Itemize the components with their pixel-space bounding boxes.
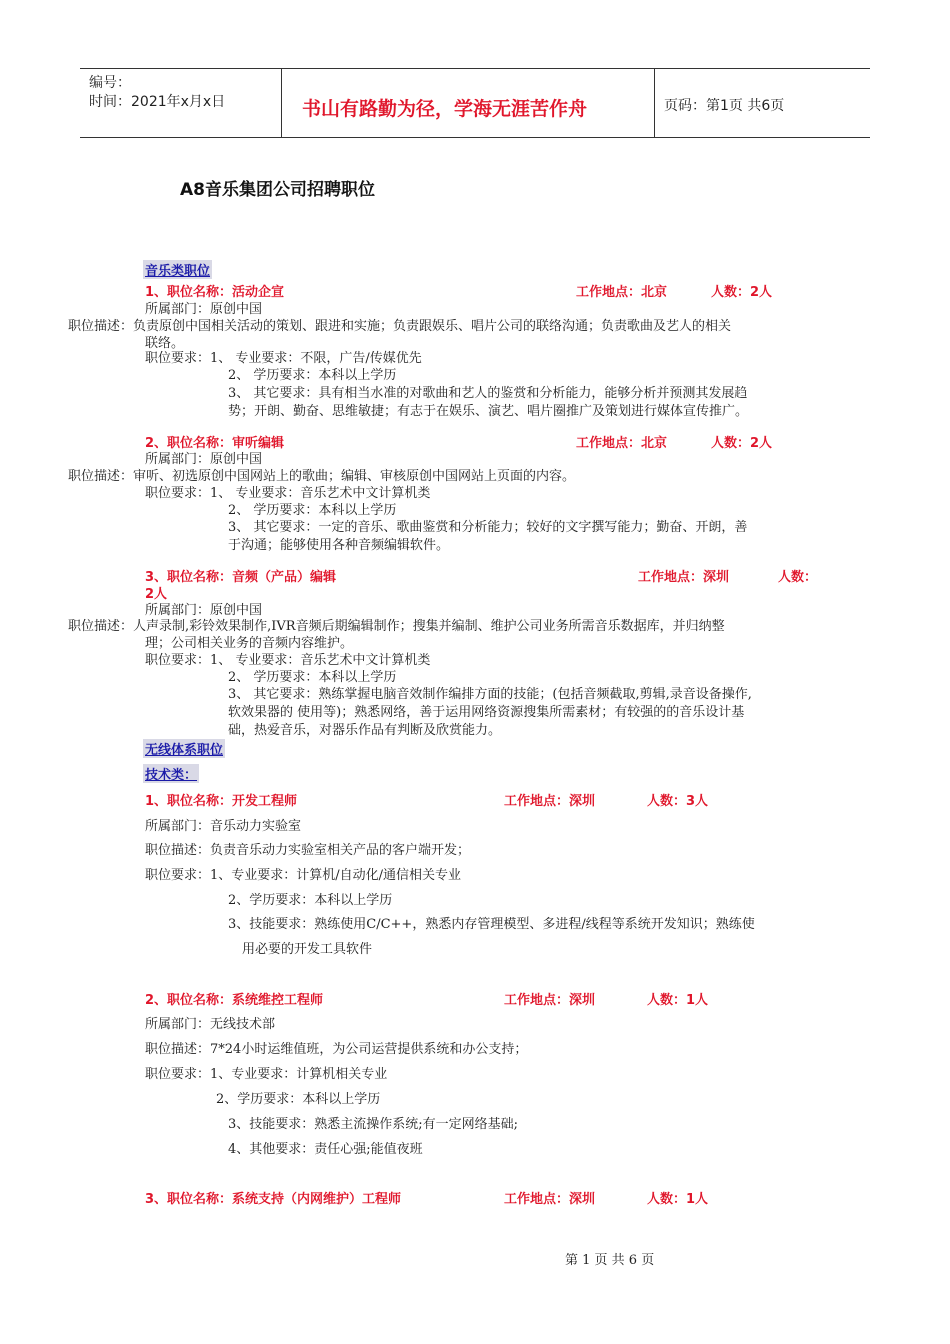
header-divider-right [654, 69, 655, 137]
job-location: 工作地点：深圳 [504, 1192, 596, 1207]
job-location: 工作地点：深圳 [504, 794, 596, 809]
job-req: 2、学历要求：本科以上学历 [216, 1092, 381, 1107]
job-req-cont: 软效果器的 使用等)；熟悉网络，善于运用网络资源搜集所需素材；有较强的的音乐设计基 [228, 705, 745, 720]
job-req-cont: 于沟通；能够使用各种音频编辑软件。 [228, 538, 450, 553]
job-location: 工作地点：深圳 [638, 570, 730, 585]
job-desc: 职位描述：审听、初选原创中国网站上的歌曲；编辑、审核原创中国网站上页面的内容。 [68, 469, 576, 484]
job-count: 人数：2人 [711, 285, 773, 300]
job-desc: 职位描述：7*24小时运维值班，为公司运营提供系统和办公支持； [145, 1042, 528, 1057]
job-req: 3、 其它要求：熟练掌握电脑音效制作编排方面的技能；(包括音频截取,剪辑,录音设备操作, [228, 687, 752, 702]
job-count-cont: 2人 [145, 587, 168, 602]
job-name: 3、职位名称：系统支持（内网维护）工程师 [145, 1192, 402, 1207]
job-req: 3、技能要求：熟练使用C/C++，熟悉内存管理模型、多进程/线程等系统开发知识；熟练使 [228, 917, 755, 932]
job-desc-cont: 理；公司相关业务的音频内容维护。 [145, 636, 354, 651]
job-req: 2、学历要求：本科以上学历 [228, 893, 393, 908]
section-music: 音乐类职位 [143, 260, 212, 279]
doc-number-label: 编号： [89, 75, 131, 91]
job-req: 职位要求：1、专业要求：计算机/自动化/通信相关专业 [145, 868, 462, 883]
job-req-cont: 础，热爱音乐，对器乐作品有判断及欣赏能力。 [228, 723, 502, 738]
job-dept: 所属部门：原创中国 [145, 603, 263, 618]
job-req: 4、其他要求：责任心强;能值夜班 [228, 1142, 423, 1157]
job-count: 人数：1人 [647, 993, 709, 1008]
job-name: 2、职位名称：系统维控工程师 [145, 993, 324, 1008]
job-location: 工作地点：深圳 [504, 993, 596, 1008]
header-divider-left [281, 69, 282, 137]
page-footer: 第 1 页 共 6 页 [565, 1253, 655, 1268]
job-count: 人数： [778, 570, 818, 585]
job-desc: 职位描述：人声录制,彩铃效果制作,IVR音频后期编辑制作；搜集并编制、维护公司业务所需音乐数据库，并归纳整 [68, 619, 725, 634]
header-table [80, 68, 870, 138]
job-desc: 职位描述：负责原创中国相关活动的策划、跟进和实施；负责跟娱乐、唱片公司的联络沟通；负责歌曲及艺人的相关 [68, 319, 732, 334]
subsection-tech: 技术类： [143, 764, 199, 783]
job-dept: 所属部门：音乐动力实验室 [145, 819, 302, 834]
job-location: 工作地点：北京 [576, 285, 668, 300]
job-req: 2、 学历要求：本科以上学历 [228, 503, 397, 518]
job-dept: 所属部门：原创中国 [145, 302, 263, 317]
job-req: 2、 学历要求：本科以上学历 [228, 670, 397, 685]
doc-time: 时间：2021年x月x日 [89, 94, 226, 110]
job-location: 工作地点：北京 [576, 436, 668, 451]
job-req: 3、技能要求：熟悉主流操作系统;有一定网络基础; [228, 1117, 519, 1132]
job-req: 职位要求：1、 专业要求：音乐艺术中文计算机类 [145, 486, 431, 501]
job-name: 1、职位名称：开发工程师 [145, 794, 298, 809]
page-title: A8音乐集团公司招聘职位 [180, 180, 375, 200]
job-dept: 所属部门：无线技术部 [145, 1017, 276, 1032]
page-info: 页码：第1页 共6页 [664, 98, 785, 114]
motto: 书山有路勤为径，学海无涯苦作舟 [302, 98, 588, 120]
job-req-cont: 势；开朗、勤奋、思维敏捷；有志于在娱乐、演艺、唱片圈推广及策划进行媒体宣传推广。 [228, 404, 749, 419]
job-req: 职位要求：1、 专业要求：音乐艺术中文计算机类 [145, 653, 431, 668]
job-dept: 所属部门：原创中国 [145, 452, 263, 467]
section-wireless: 无线体系职位 [143, 739, 225, 758]
job-count: 人数：3人 [647, 794, 709, 809]
job-req: 职位要求：1、 专业要求：不限，广告/传媒优先 [145, 351, 422, 366]
job-name: 3、职位名称：音频（产品）编辑 [145, 570, 337, 585]
job-name: 2、职位名称：审听编辑 [145, 436, 285, 451]
job-count: 人数：2人 [711, 436, 773, 451]
job-desc-cont: 联络。 [145, 336, 185, 351]
job-req-cont: 用必要的开发工具软件 [242, 942, 373, 957]
job-name: 1、职位名称：活动企宣 [145, 285, 285, 300]
job-req: 2、 学历要求：本科以上学历 [228, 368, 397, 383]
job-req: 3、 其它要求：一定的音乐、歌曲鉴赏和分析能力；较好的文字撰写能力；勤奋、开朗，善 [228, 520, 748, 535]
job-req: 职位要求：1、专业要求：计算机相关专业 [145, 1067, 388, 1082]
job-req: 3、 其它要求：具有相当水准的对歌曲和艺人的鉴赏和分析能力，能够分析并预测其发展趋 [228, 386, 748, 401]
job-count: 人数：1人 [647, 1192, 709, 1207]
job-desc: 职位描述：负责音乐动力实验室相关产品的客户端开发； [145, 843, 471, 858]
